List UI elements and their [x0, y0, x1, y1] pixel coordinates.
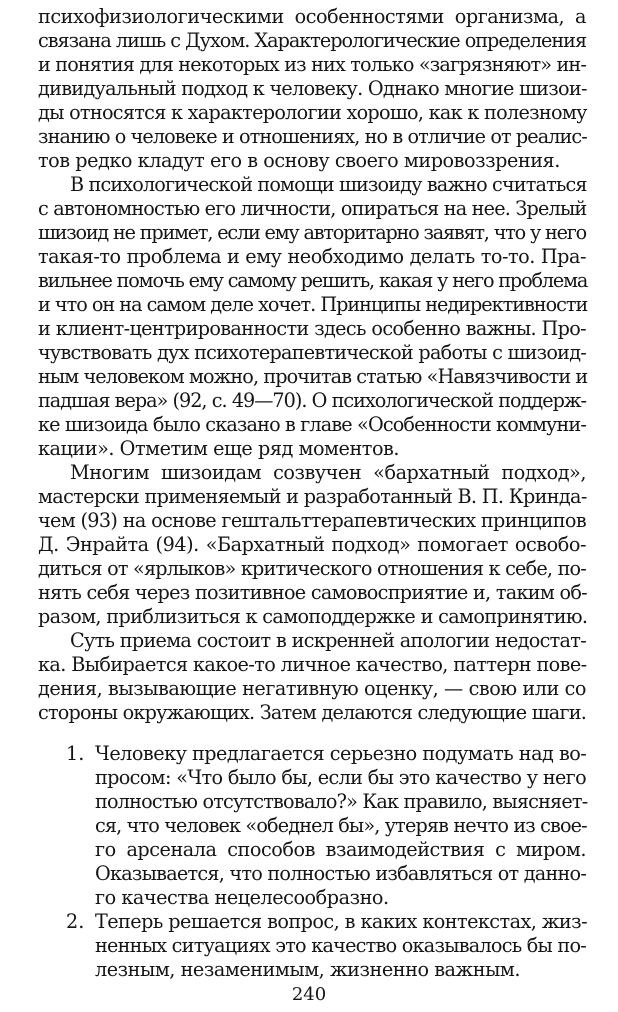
- list-number: 2.: [66, 910, 85, 933]
- text-line: ды относятся к характерологии хорошо, как к полезному: [38, 101, 587, 124]
- text-line: просом: «Что было бы, если бы это качество у него: [95, 766, 586, 789]
- text-line: диться от «ярлыков» критического отношения к себе, по-: [38, 557, 586, 580]
- text-line: психофизиологическими особенностями организма, а: [38, 5, 586, 28]
- text-line: Человеку предлагается серьезно подумать над во-: [95, 742, 587, 765]
- text-line: кации». Отметим еще ряд моментов.: [38, 437, 400, 460]
- text-line: полностью отсутствовало?» Как правило, выясняет-: [95, 790, 588, 813]
- text-line: с автономностью его личности, опираться на нее. Зрелый: [38, 197, 587, 220]
- text-line: и понятия для некоторых из них только «загрязняют» ин-: [38, 53, 586, 76]
- text-line: и клиент-центрированности здесь особенно важны. Про-: [38, 317, 586, 340]
- text-line: чувствовать дух психотерапевтической работы с шизоид-: [38, 341, 586, 364]
- text-line: ным человеком можно, прочитав статью «Навязчивости и: [38, 365, 588, 388]
- text-line: дения, вызывающие негативную оценку, — свою или со: [38, 677, 586, 700]
- text-line: вильнее помочь ему самому решить, какая у него проблема: [38, 269, 588, 292]
- text-line: го качества нецелесообразно.: [95, 886, 389, 909]
- text-line: разом, приблизиться к самоподдержке и самопринятию.: [38, 605, 588, 628]
- text-line: падшая вера» (92, с. 49—70). О психологической поддерж-: [38, 389, 586, 412]
- text-line: ненных ситуациях это качество оказывалось бы по-: [95, 934, 586, 957]
- text-line: связана лишь с Духом. Характерологические определения: [38, 29, 587, 52]
- text-line: го арсенала способов взаимодействия с миром.: [95, 838, 586, 861]
- text-line: лезным, незаменимым, жизненно важным.: [95, 958, 521, 981]
- text-line: шизоид не примет, если ему авторитарно заявят, что у него: [38, 221, 586, 244]
- text-line: знанию о человеке и отношениях, но в отличие от реалис-: [38, 125, 587, 148]
- text-line: мастерски применяемый и разработанный В. П. Кринда-: [38, 485, 587, 508]
- text-line: Теперь решается вопрос, в каких контекстах, жиз-: [95, 910, 588, 933]
- text-line: ся, что человек «обеднел бы», утеряв нечто из свое-: [95, 814, 587, 837]
- text-line: Суть приема состоит в искренней апологии недостат-: [70, 629, 586, 652]
- text-line: и что он на самом деле хочет. Принципы недирективности: [38, 293, 588, 316]
- text-line: В психологической помощи шизоиду важно считаться: [70, 173, 587, 196]
- text-line: Оказывается, что полностью избавляться от данно-: [95, 862, 587, 885]
- page-number: 240: [291, 984, 327, 1005]
- text-line: ке шизоида было сказано в главе «Особенности коммуни-: [38, 413, 587, 436]
- text-line: чем (93) на основе гештальттерапевтических принципов: [38, 509, 586, 532]
- list-number: 1.: [66, 742, 85, 765]
- text-line: Д. Энрайта (94). «Бархатный подход» помогает освобо-: [38, 533, 586, 556]
- text-line: Многим шизоидам созвучен «бархатный подход»,: [70, 461, 586, 484]
- text-line: такая-то проблема и ему необходимо делать то-то. Пра-: [38, 245, 586, 268]
- text-line: тов редко кладут его в основу своего мировоззрения.: [38, 149, 560, 172]
- text-line: ка. Выбирается какое-то личное качество, паттерн пове-: [38, 653, 587, 676]
- text-line: нять себя через позитивное самовосприятие и, таким об-: [38, 581, 587, 604]
- text-line: стороны окружающих. Затем делаются следующие шаги.: [38, 701, 586, 724]
- text-line: дивидуальный подход к человеку. Однако многие шизои-: [38, 77, 587, 100]
